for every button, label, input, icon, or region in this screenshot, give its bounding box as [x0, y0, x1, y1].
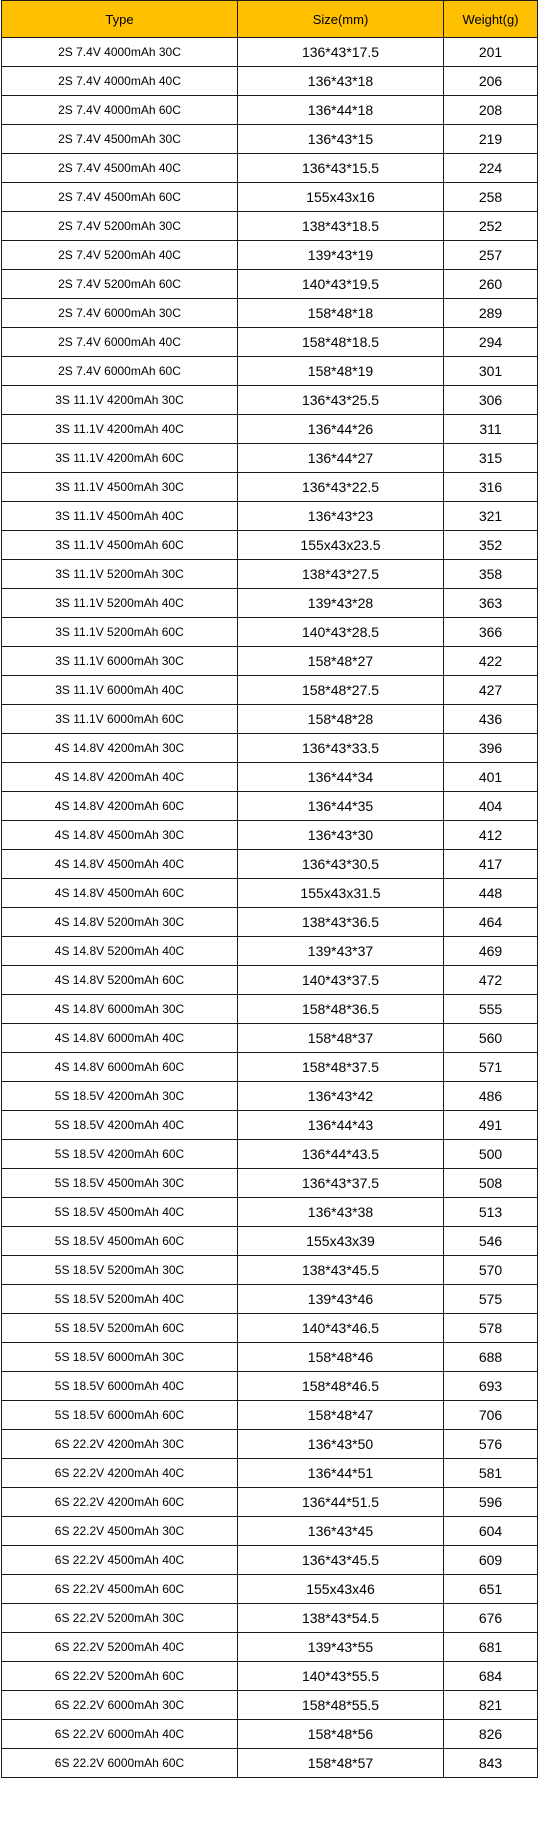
cell-weight: 294 [444, 328, 538, 357]
cell-weight: 396 [444, 734, 538, 763]
cell-type: 5S 18.5V 5200mAh 40C [2, 1285, 238, 1314]
cell-weight: 208 [444, 96, 538, 125]
battery-spec-table [1, 0, 538, 1778]
cell-size: 140*43*28.5 [238, 618, 444, 647]
cell-type: 2S 7.4V 4500mAh 40C [2, 154, 238, 183]
cell-type: 6S 22.2V 5200mAh 40C [2, 1633, 238, 1662]
table-row [2, 357, 538, 386]
table-row [2, 38, 538, 67]
cell-size: 136*43*33.5 [238, 734, 444, 763]
table-row [2, 1053, 538, 1082]
cell-weight: 676 [444, 1604, 538, 1633]
cell-type: 3S 11.1V 4200mAh 60C [2, 444, 238, 473]
cell-weight: 581 [444, 1459, 538, 1488]
table-row [2, 1256, 538, 1285]
table-row [2, 647, 538, 676]
cell-size: 136*44*26 [238, 415, 444, 444]
cell-weight: 500 [444, 1140, 538, 1169]
table-row [2, 386, 538, 415]
cell-type: 6S 22.2V 4200mAh 40C [2, 1459, 238, 1488]
cell-weight: 821 [444, 1691, 538, 1720]
table-row [2, 328, 538, 357]
cell-type: 5S 18.5V 4200mAh 30C [2, 1082, 238, 1111]
cell-type: 3S 11.1V 4500mAh 30C [2, 473, 238, 502]
cell-weight: 422 [444, 647, 538, 676]
cell-type: 4S 14.8V 6000mAh 30C [2, 995, 238, 1024]
cell-type: 2S 7.4V 5200mAh 30C [2, 212, 238, 241]
cell-weight: 469 [444, 937, 538, 966]
table-row [2, 1314, 538, 1343]
cell-weight: 315 [444, 444, 538, 473]
cell-weight: 651 [444, 1575, 538, 1604]
cell-size: 136*43*50 [238, 1430, 444, 1459]
cell-size: 155x43x31.5 [238, 879, 444, 908]
cell-weight: 609 [444, 1546, 538, 1575]
cell-weight: 448 [444, 879, 538, 908]
cell-weight: 596 [444, 1488, 538, 1517]
cell-type: 6S 22.2V 5200mAh 30C [2, 1604, 238, 1633]
table-row [2, 444, 538, 473]
table-row [2, 937, 538, 966]
cell-type: 6S 22.2V 6000mAh 30C [2, 1691, 238, 1720]
cell-weight: 826 [444, 1720, 538, 1749]
cell-size: 136*44*51.5 [238, 1488, 444, 1517]
cell-weight: 706 [444, 1401, 538, 1430]
table-row [2, 879, 538, 908]
table-row [2, 1488, 538, 1517]
table-row [2, 473, 538, 502]
cell-type: 5S 18.5V 4500mAh 40C [2, 1198, 238, 1227]
table-row [2, 1082, 538, 1111]
header-row [2, 1, 538, 38]
cell-weight: 427 [444, 676, 538, 705]
cell-type: 6S 22.2V 4200mAh 30C [2, 1430, 238, 1459]
cell-weight: 224 [444, 154, 538, 183]
cell-type: 6S 22.2V 5200mAh 60C [2, 1662, 238, 1691]
cell-size: 155x43x23.5 [238, 531, 444, 560]
cell-weight: 491 [444, 1111, 538, 1140]
table-row [2, 821, 538, 850]
table-row [2, 1633, 538, 1662]
table-row [2, 125, 538, 154]
table-row [2, 589, 538, 618]
cell-size: 138*43*54.5 [238, 1604, 444, 1633]
cell-type: 2S 7.4V 6000mAh 30C [2, 299, 238, 328]
table-row [2, 96, 538, 125]
cell-size: 158*48*56 [238, 1720, 444, 1749]
cell-type: 6S 22.2V 4500mAh 30C [2, 1517, 238, 1546]
cell-type: 2S 7.4V 5200mAh 60C [2, 270, 238, 299]
cell-type: 4S 14.8V 4200mAh 60C [2, 792, 238, 821]
cell-weight: 486 [444, 1082, 538, 1111]
cell-weight: 571 [444, 1053, 538, 1082]
cell-size: 139*43*28 [238, 589, 444, 618]
cell-type: 3S 11.1V 6000mAh 40C [2, 676, 238, 705]
table-row [2, 1227, 538, 1256]
cell-type: 2S 7.4V 4500mAh 30C [2, 125, 238, 154]
table-row [2, 270, 538, 299]
cell-weight: 472 [444, 966, 538, 995]
cell-weight: 352 [444, 531, 538, 560]
cell-size: 138*43*45.5 [238, 1256, 444, 1285]
cell-size: 136*43*42 [238, 1082, 444, 1111]
cell-weight: 358 [444, 560, 538, 589]
cell-weight: 575 [444, 1285, 538, 1314]
cell-size: 138*43*36.5 [238, 908, 444, 937]
cell-type: 6S 22.2V 4500mAh 40C [2, 1546, 238, 1575]
cell-type: 2S 7.4V 6000mAh 40C [2, 328, 238, 357]
cell-size: 136*43*17.5 [238, 38, 444, 67]
table-row [2, 1691, 538, 1720]
cell-weight: 252 [444, 212, 538, 241]
cell-size: 136*43*37.5 [238, 1169, 444, 1198]
cell-type: 5S 18.5V 4200mAh 40C [2, 1111, 238, 1140]
cell-size: 136*43*18 [238, 67, 444, 96]
cell-size: 136*43*38 [238, 1198, 444, 1227]
cell-size: 140*43*37.5 [238, 966, 444, 995]
table-row [2, 1285, 538, 1314]
cell-size: 158*48*57 [238, 1749, 444, 1778]
cell-size: 155x43x46 [238, 1575, 444, 1604]
cell-type: 2S 7.4V 4000mAh 30C [2, 38, 238, 67]
cell-size: 136*43*30 [238, 821, 444, 850]
cell-type: 5S 18.5V 5200mAh 30C [2, 1256, 238, 1285]
cell-type: 2S 7.4V 4500mAh 60C [2, 183, 238, 212]
table-row [2, 1198, 538, 1227]
cell-size: 158*48*18 [238, 299, 444, 328]
table-row [2, 299, 538, 328]
cell-size: 158*48*27.5 [238, 676, 444, 705]
cell-size: 158*48*47 [238, 1401, 444, 1430]
cell-type: 2S 7.4V 4000mAh 60C [2, 96, 238, 125]
cell-size: 158*48*19 [238, 357, 444, 386]
cell-size: 136*43*23 [238, 502, 444, 531]
table-row [2, 67, 538, 96]
cell-type: 4S 14.8V 5200mAh 60C [2, 966, 238, 995]
header-size: Size(mm) [238, 1, 444, 38]
cell-size: 136*44*35 [238, 792, 444, 821]
cell-weight: 578 [444, 1314, 538, 1343]
cell-size: 136*43*15 [238, 125, 444, 154]
cell-size: 139*43*19 [238, 241, 444, 270]
table-row [2, 560, 538, 589]
cell-weight: 260 [444, 270, 538, 299]
cell-size: 155x43x16 [238, 183, 444, 212]
cell-type: 3S 11.1V 6000mAh 60C [2, 705, 238, 734]
table-row [2, 676, 538, 705]
cell-weight: 576 [444, 1430, 538, 1459]
cell-size: 136*44*34 [238, 763, 444, 792]
table-row [2, 1546, 538, 1575]
cell-weight: 363 [444, 589, 538, 618]
table-row [2, 415, 538, 444]
table-header [2, 1, 538, 38]
cell-weight: 417 [444, 850, 538, 879]
cell-weight: 219 [444, 125, 538, 154]
cell-size: 140*43*19.5 [238, 270, 444, 299]
cell-weight: 206 [444, 67, 538, 96]
cell-weight: 301 [444, 357, 538, 386]
cell-size: 139*43*46 [238, 1285, 444, 1314]
cell-size: 136*43*30.5 [238, 850, 444, 879]
header-type: Type [2, 1, 238, 38]
table-body [2, 38, 538, 1778]
cell-type: 6S 22.2V 6000mAh 60C [2, 1749, 238, 1778]
cell-type: 5S 18.5V 4500mAh 30C [2, 1169, 238, 1198]
cell-type: 4S 14.8V 5200mAh 30C [2, 908, 238, 937]
table-row [2, 1749, 538, 1778]
cell-type: 3S 11.1V 5200mAh 60C [2, 618, 238, 647]
cell-weight: 401 [444, 763, 538, 792]
cell-size: 136*43*45.5 [238, 1546, 444, 1575]
cell-size: 158*48*37 [238, 1024, 444, 1053]
table-row [2, 995, 538, 1024]
cell-type: 5S 18.5V 6000mAh 40C [2, 1372, 238, 1401]
cell-size: 138*43*18.5 [238, 212, 444, 241]
cell-size: 140*43*46.5 [238, 1314, 444, 1343]
cell-weight: 258 [444, 183, 538, 212]
cell-size: 158*48*46 [238, 1343, 444, 1372]
cell-type: 6S 22.2V 4500mAh 60C [2, 1575, 238, 1604]
cell-size: 138*43*27.5 [238, 560, 444, 589]
cell-type: 4S 14.8V 6000mAh 40C [2, 1024, 238, 1053]
cell-weight: 684 [444, 1662, 538, 1691]
cell-type: 4S 14.8V 4500mAh 60C [2, 879, 238, 908]
cell-type: 5S 18.5V 6000mAh 30C [2, 1343, 238, 1372]
table-row [2, 1604, 538, 1633]
cell-weight: 693 [444, 1372, 538, 1401]
cell-size: 139*43*55 [238, 1633, 444, 1662]
cell-type: 4S 14.8V 4500mAh 40C [2, 850, 238, 879]
table-row [2, 1111, 538, 1140]
cell-size: 158*48*27 [238, 647, 444, 676]
cell-weight: 555 [444, 995, 538, 1024]
table-row [2, 792, 538, 821]
cell-weight: 306 [444, 386, 538, 415]
table-row [2, 763, 538, 792]
cell-weight: 843 [444, 1749, 538, 1778]
cell-weight: 316 [444, 473, 538, 502]
cell-size: 136*44*27 [238, 444, 444, 473]
cell-weight: 289 [444, 299, 538, 328]
table-row [2, 1430, 538, 1459]
table-row [2, 1401, 538, 1430]
table-row [2, 1169, 538, 1198]
cell-weight: 604 [444, 1517, 538, 1546]
cell-weight: 404 [444, 792, 538, 821]
cell-type: 3S 11.1V 5200mAh 40C [2, 589, 238, 618]
cell-type: 2S 7.4V 5200mAh 40C [2, 241, 238, 270]
table-row [2, 1024, 538, 1053]
cell-type: 5S 18.5V 6000mAh 60C [2, 1401, 238, 1430]
table-row [2, 1140, 538, 1169]
cell-type: 3S 11.1V 4500mAh 60C [2, 531, 238, 560]
cell-type: 4S 14.8V 4500mAh 30C [2, 821, 238, 850]
cell-size: 136*43*15.5 [238, 154, 444, 183]
cell-weight: 412 [444, 821, 538, 850]
table-row [2, 1720, 538, 1749]
cell-type: 5S 18.5V 4200mAh 60C [2, 1140, 238, 1169]
table-row [2, 212, 538, 241]
cell-weight: 688 [444, 1343, 538, 1372]
cell-type: 4S 14.8V 4200mAh 30C [2, 734, 238, 763]
table-row [2, 241, 538, 270]
cell-weight: 546 [444, 1227, 538, 1256]
cell-type: 5S 18.5V 4500mAh 60C [2, 1227, 238, 1256]
table-row [2, 705, 538, 734]
cell-weight: 681 [444, 1633, 538, 1662]
table-row [2, 1343, 538, 1372]
table-row [2, 1372, 538, 1401]
cell-type: 6S 22.2V 4200mAh 60C [2, 1488, 238, 1517]
cell-type: 2S 7.4V 4000mAh 40C [2, 67, 238, 96]
cell-weight: 321 [444, 502, 538, 531]
cell-weight: 464 [444, 908, 538, 937]
cell-type: 3S 11.1V 5200mAh 30C [2, 560, 238, 589]
cell-type: 3S 11.1V 4200mAh 30C [2, 386, 238, 415]
table-row [2, 1459, 538, 1488]
cell-size: 136*43*22.5 [238, 473, 444, 502]
cell-size: 136*43*45 [238, 1517, 444, 1546]
cell-weight: 436 [444, 705, 538, 734]
table-row [2, 1517, 538, 1546]
cell-weight: 201 [444, 38, 538, 67]
cell-weight: 311 [444, 415, 538, 444]
cell-type: 4S 14.8V 5200mAh 40C [2, 937, 238, 966]
cell-size: 136*44*51 [238, 1459, 444, 1488]
cell-type: 6S 22.2V 6000mAh 40C [2, 1720, 238, 1749]
cell-size: 136*43*25.5 [238, 386, 444, 415]
table-row [2, 1575, 538, 1604]
cell-size: 158*48*36.5 [238, 995, 444, 1024]
cell-size: 140*43*55.5 [238, 1662, 444, 1691]
table-row [2, 154, 538, 183]
cell-weight: 508 [444, 1169, 538, 1198]
cell-size: 158*48*37.5 [238, 1053, 444, 1082]
cell-type: 4S 14.8V 4200mAh 40C [2, 763, 238, 792]
table-row [2, 850, 538, 879]
cell-size: 139*43*37 [238, 937, 444, 966]
table-row [2, 618, 538, 647]
cell-weight: 257 [444, 241, 538, 270]
cell-size: 155x43x39 [238, 1227, 444, 1256]
header-weight: Weight(g) [444, 1, 538, 38]
cell-type: 2S 7.4V 6000mAh 60C [2, 357, 238, 386]
cell-weight: 570 [444, 1256, 538, 1285]
cell-size: 136*44*43.5 [238, 1140, 444, 1169]
cell-type: 3S 11.1V 4500mAh 40C [2, 502, 238, 531]
cell-size: 136*44*43 [238, 1111, 444, 1140]
table-row [2, 908, 538, 937]
table-row [2, 1662, 538, 1691]
cell-type: 3S 11.1V 6000mAh 30C [2, 647, 238, 676]
cell-type: 4S 14.8V 6000mAh 60C [2, 1053, 238, 1082]
cell-weight: 560 [444, 1024, 538, 1053]
table-row [2, 502, 538, 531]
cell-weight: 366 [444, 618, 538, 647]
cell-weight: 513 [444, 1198, 538, 1227]
cell-size: 136*44*18 [238, 96, 444, 125]
cell-size: 158*48*28 [238, 705, 444, 734]
table-row [2, 734, 538, 763]
table-row [2, 531, 538, 560]
table-row [2, 966, 538, 995]
cell-size: 158*48*46.5 [238, 1372, 444, 1401]
cell-type: 3S 11.1V 4200mAh 40C [2, 415, 238, 444]
cell-size: 158*48*18.5 [238, 328, 444, 357]
cell-size: 158*48*55.5 [238, 1691, 444, 1720]
cell-type: 5S 18.5V 5200mAh 60C [2, 1314, 238, 1343]
table-row [2, 183, 538, 212]
